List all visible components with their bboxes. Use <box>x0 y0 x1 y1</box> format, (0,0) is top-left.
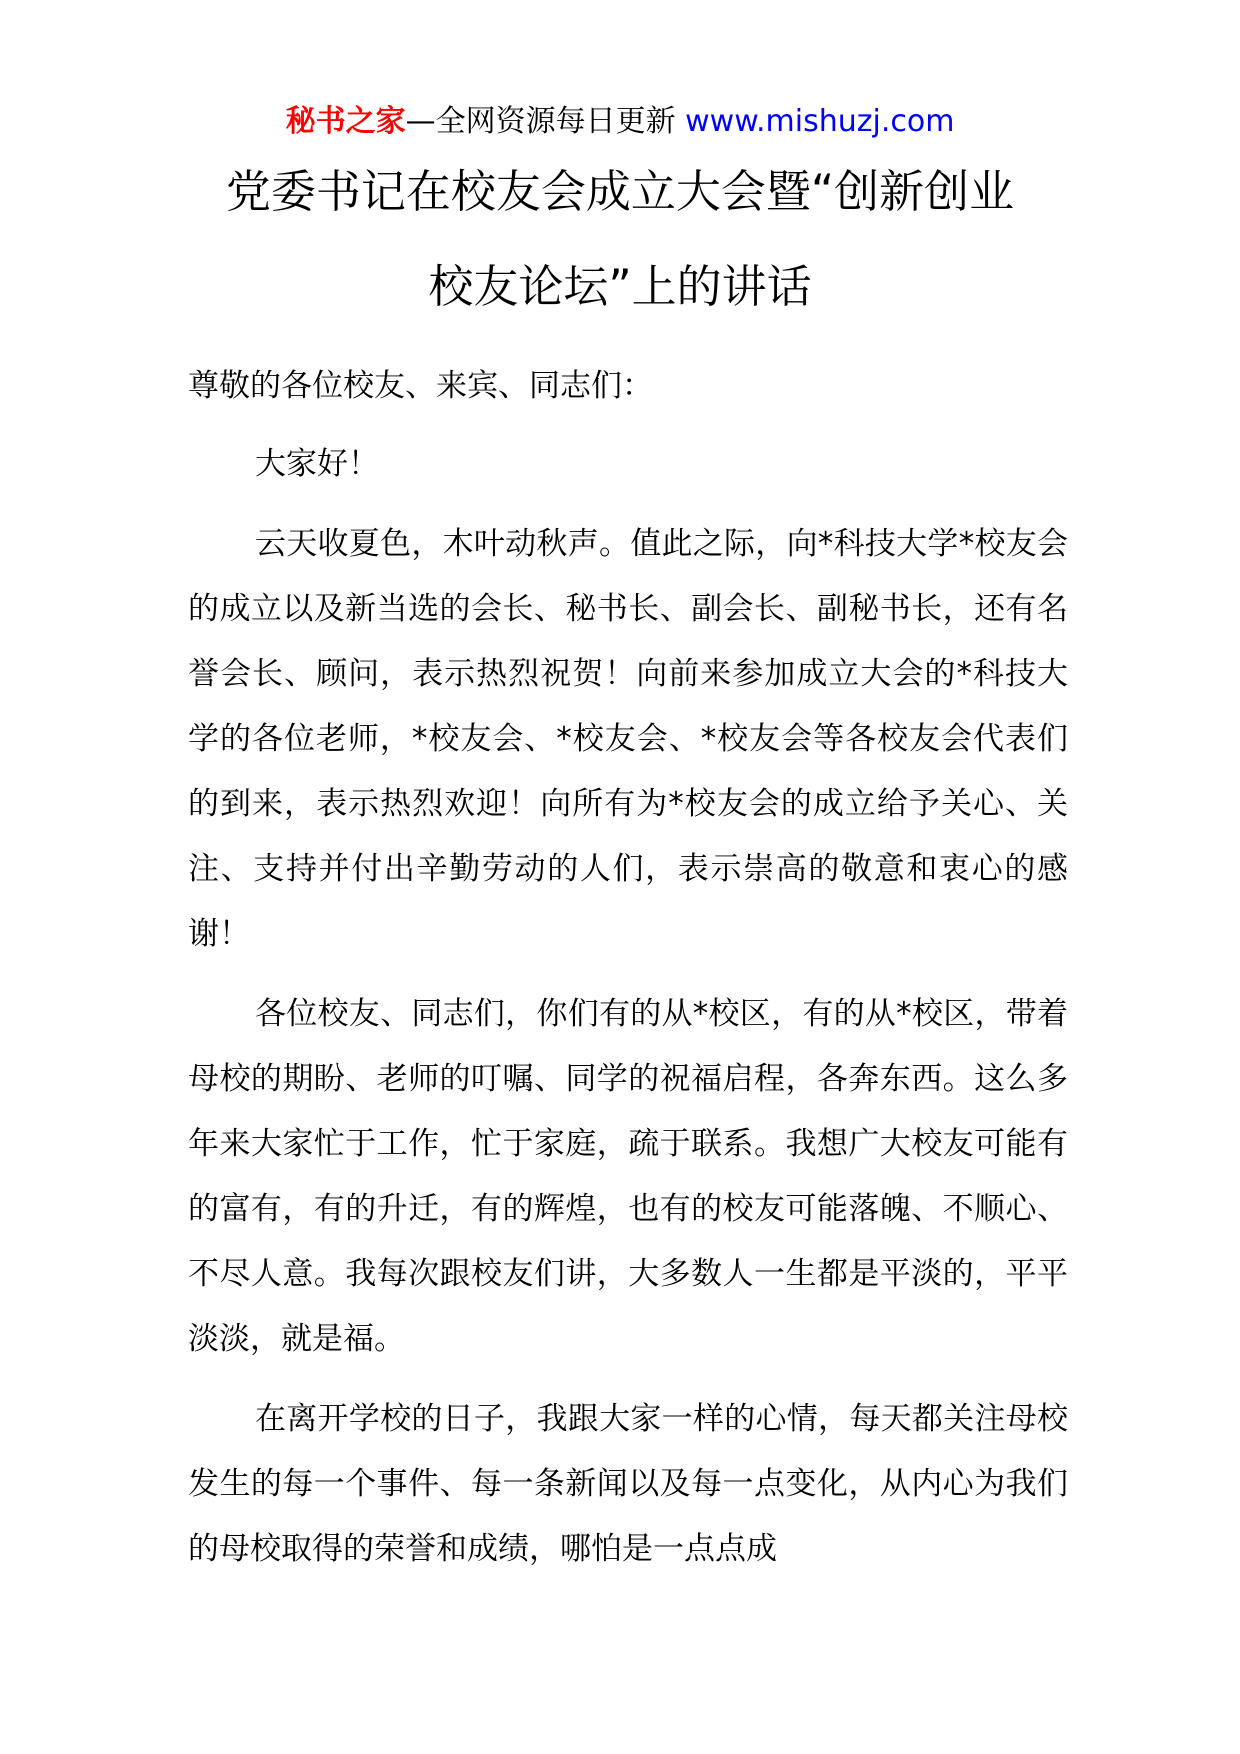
document-body <box>188 354 1068 1597</box>
paragraph: 云天收夏色，木叶动秋声。值此之际，向*科技大学*校友会的成立以及新当选的会长、秘书长、副会长、副秘书长，还有名誉会长、顾问，表示热烈祝贺！向前来参加成立大会的*科技大学的各位老师，*校友会、*校友会、*校友会等各校友会代表们的到来，表示热烈欢迎！向所有为*校友会的成立给予关心、关注、支持并付出辛勤劳动的人们，表示崇高的敬意和衷心的感谢！ <box>188 526 1068 952</box>
site-url-link[interactable]: www.mishuzj.com <box>685 104 955 139</box>
paragraph: 各位校友、同志们，你们有的从*校区，有的从*校区，带着母校的期盼、老师的叮嘱、同学的祝福启程，各奔东西。这么多年来大家忙于工作，忙于家庭，疏于联系。我想广大校友可能有的富有，有的升迁，有的辉煌，也有的校友可能落魄、不顺心、不尽人意。我每次跟校友们讲，大多数人一生都是平淡的，平平淡淡，就是福。 <box>188 996 1068 1357</box>
site-tagline: —全网资源每日更新 <box>405 104 676 139</box>
paragraph: 在离开学校的日子，我跟大家一样的心情，每天都关注母校发生的每一个事件、每一条新闻以及每一点变化，从内心为我们的母校取得的荣誉和成绩，哪怕是一点点成 <box>188 1401 1068 1567</box>
salutation: 尊敬的各位校友、来宾、同志们： <box>188 368 653 404</box>
site-header <box>0 100 1240 144</box>
site-brand: 秘书之家 <box>285 104 406 139</box>
document-title-line-2: 校友论坛”上的讲话 <box>428 260 812 313</box>
paragraph-greeting: 大家好！ <box>255 446 379 482</box>
document-title-line-1: 党委书记在校友会成立大会暨“创新创业 <box>225 165 1015 218</box>
